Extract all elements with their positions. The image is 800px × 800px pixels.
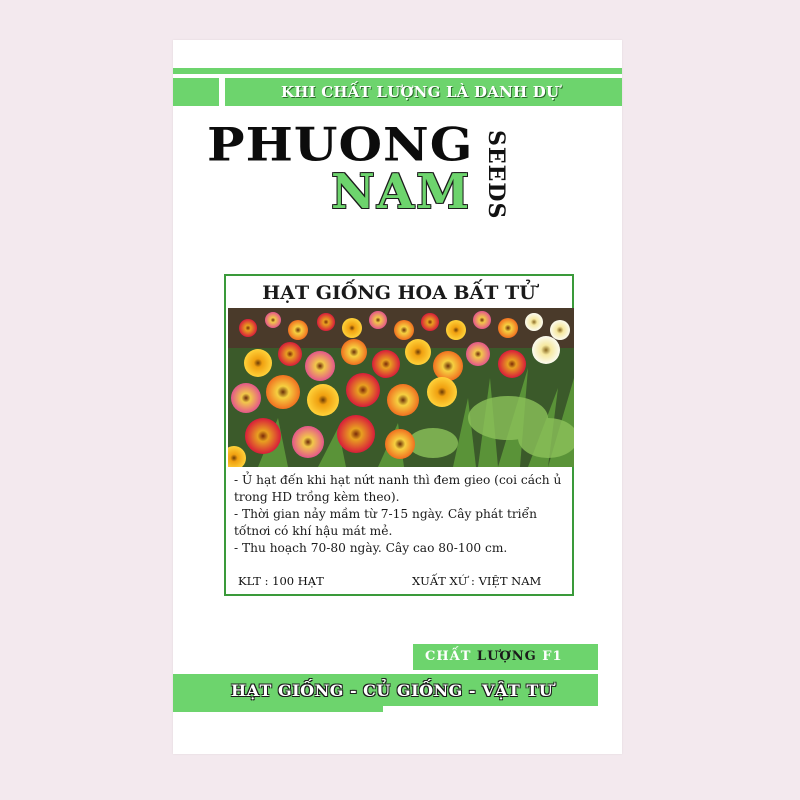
instruction-line: - Thời gian nảy mầm từ 7-15 ngày. Cây phát triển tốtnơi có khí hậu mát mẻ. <box>234 507 537 538</box>
quality-label <box>425 649 563 664</box>
brand-name-nam: NAM <box>331 164 472 220</box>
origin: XUẤT XỨ : VIỆT NAM <box>412 574 542 588</box>
slogan-band-left <box>173 78 219 106</box>
flower-field-photo-icon <box>228 308 574 467</box>
seed-packet <box>173 40 622 754</box>
quality-word-chat: CHẤT <box>425 649 472 664</box>
quality-word-luong: LƯỢNG <box>476 649 537 664</box>
bottom-stripe-thin <box>173 706 383 712</box>
quality-word-f1: F1 <box>542 649 563 664</box>
growing-instructions <box>234 472 570 557</box>
net-weight: KLT : 100 HẠT <box>238 574 324 588</box>
bottom-slogan: HẠT GIỐNG - CỦ GIỐNG - VẬT TƯ <box>231 681 554 700</box>
instruction-line: - Thu hoạch 70-80 ngày. Cây cao 80-100 cm. <box>234 541 508 555</box>
brand-name-phuong: PHUONG <box>207 117 474 172</box>
brand-seeds-vertical: SEEDS <box>483 130 509 220</box>
top-stripe-thin <box>173 68 622 74</box>
product-title: HẠT GIỐNG HOA BẤT TỬ <box>262 282 536 304</box>
product-label <box>224 274 574 596</box>
instruction-line: - Ủ hạt đến khi hạt nứt nanh thì đem gieo (coi cách ủ trong HD trồng kèm theo). <box>234 473 562 504</box>
slogan-text: KHI CHẤT LƯỢNG LÀ DANH DỰ <box>281 83 560 101</box>
